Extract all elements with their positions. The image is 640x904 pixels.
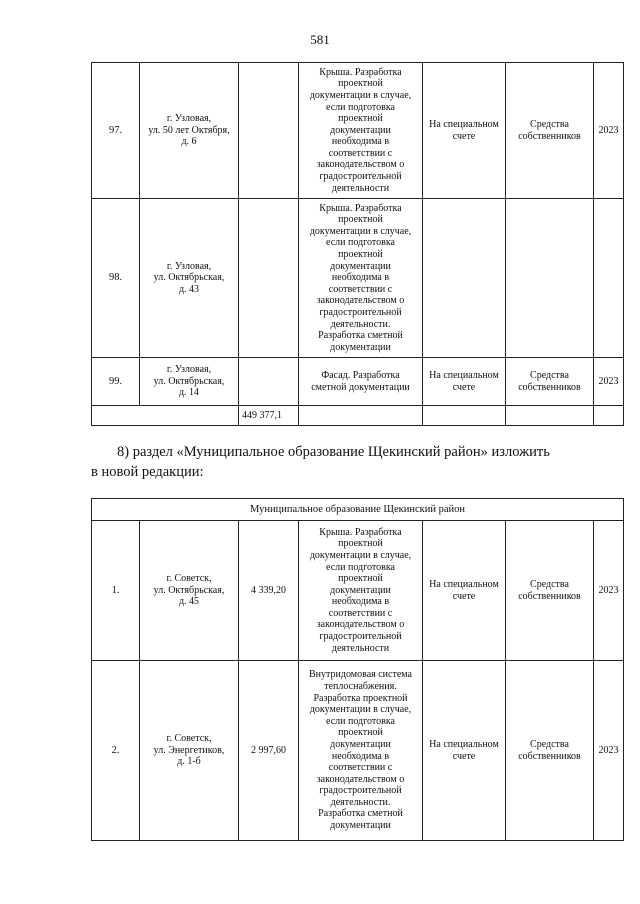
instruction-line: в новой редакции: xyxy=(91,464,204,480)
work-line: проектной xyxy=(338,249,383,261)
work-line: если подготовка xyxy=(326,715,395,727)
account-cell xyxy=(423,521,506,661)
work-line: деятельности. xyxy=(330,796,391,808)
work-line: проектной xyxy=(338,727,383,739)
address-line: г. Узловая, xyxy=(166,364,212,376)
work-line: Внутридомовая система xyxy=(309,669,412,681)
address-line: ул. Октябрьская, xyxy=(153,272,225,284)
table-row xyxy=(92,63,624,199)
section-header: Муниципальное образование Щекинский район xyxy=(92,499,624,521)
work-line: Фасад. Разработка xyxy=(321,369,400,381)
empty-cell xyxy=(423,406,506,426)
cost-cell: 4 339,20 xyxy=(239,521,299,661)
cost-cell xyxy=(239,63,299,199)
empty-cell xyxy=(594,406,624,426)
work-description-cell xyxy=(299,63,423,199)
work-description-cell xyxy=(299,199,423,358)
work-line: сметной документации xyxy=(311,381,410,393)
total-label-cell xyxy=(92,406,239,426)
funding-cell xyxy=(506,661,594,841)
section-instruction xyxy=(91,442,626,482)
account-line: На специальном xyxy=(429,738,499,750)
row-number: 2. xyxy=(92,661,140,841)
work-line: законодательством о xyxy=(316,619,405,631)
work-line: необходима в xyxy=(331,272,390,284)
address-line: г. Советск, xyxy=(166,573,212,585)
account-line: счете xyxy=(452,381,476,393)
work-line: Крыша. Разработка xyxy=(319,66,402,78)
cost-cell xyxy=(239,358,299,406)
total-row xyxy=(92,406,624,426)
funding-cell xyxy=(506,358,594,406)
address-line: ул. 50 лет Октября, xyxy=(148,124,230,136)
table-row xyxy=(92,199,624,358)
funding-cell xyxy=(506,521,594,661)
work-line: документации xyxy=(330,341,391,353)
account-line: счете xyxy=(452,590,476,602)
work-line: соответствии с xyxy=(328,762,393,774)
account-line: На специальном xyxy=(429,578,499,590)
work-line: проектной xyxy=(338,214,383,226)
year-cell: 2023 xyxy=(594,521,624,661)
work-line: законодательством о xyxy=(316,159,405,171)
section-header-row xyxy=(92,499,624,521)
row-number: 99. xyxy=(92,358,140,406)
work-line: документации в случае, xyxy=(309,704,412,716)
work-line: документации в случае, xyxy=(309,225,412,237)
address-line: ул. Октябрьская, xyxy=(153,375,225,387)
work-line: законодательством о xyxy=(316,773,405,785)
account-cell xyxy=(423,199,506,358)
work-line: Разработка проектной xyxy=(313,692,408,704)
work-line: градостроительной xyxy=(319,631,402,643)
address-line: д. 45 xyxy=(178,596,200,608)
address-cell xyxy=(140,199,239,358)
work-line: соответствии с xyxy=(328,283,393,295)
row-number: 97. xyxy=(92,63,140,199)
account-line: счете xyxy=(452,750,476,762)
funding-line: собственников xyxy=(518,590,581,602)
work-line: градостроительной xyxy=(319,306,402,318)
address-cell xyxy=(140,358,239,406)
work-line: проектной xyxy=(338,573,383,585)
work-line: документации xyxy=(330,820,391,832)
work-line: градостроительной xyxy=(319,785,402,797)
work-line: деятельности. xyxy=(330,318,391,330)
work-line: законодательством о xyxy=(316,295,405,307)
account-line: На специальном xyxy=(429,118,499,130)
work-line: документации в случае, xyxy=(309,89,412,101)
work-line: если подготовка xyxy=(326,101,395,113)
funding-line: Средства xyxy=(530,738,569,750)
work-line: Крыша. Разработка xyxy=(319,526,402,538)
work-line: проектной xyxy=(338,113,383,125)
cost-cell: 2 997,60 xyxy=(239,661,299,841)
account-cell xyxy=(423,661,506,841)
address-line: г. Узловая, xyxy=(166,113,212,125)
page-number: 581 xyxy=(310,32,330,47)
account-line: На специальном xyxy=(429,369,499,381)
work-line: проектной xyxy=(338,78,383,90)
work-line: необходима в xyxy=(331,750,390,762)
work-line: градостроительной xyxy=(319,171,402,183)
work-line: документации xyxy=(330,738,391,750)
funding-line: собственников xyxy=(518,130,581,142)
work-line: деятельности xyxy=(331,642,390,654)
year-cell xyxy=(594,199,624,358)
funding-line: собственников xyxy=(518,381,581,393)
address-cell xyxy=(140,63,239,199)
address-line: д. 1-б xyxy=(177,756,201,768)
account-line: счете xyxy=(452,130,476,142)
work-line: Крыша. Разработка xyxy=(319,202,402,214)
work-line: если подготовка xyxy=(326,237,395,249)
table-row xyxy=(92,358,624,406)
funding-line: Средства xyxy=(530,369,569,381)
work-line: деятельности xyxy=(331,182,390,194)
row-number: 1. xyxy=(92,521,140,661)
address-line: ул. Энергетиков, xyxy=(153,744,225,756)
work-line: необходима в xyxy=(331,596,390,608)
work-line: документации xyxy=(330,124,391,136)
address-line: г. Узловая, xyxy=(166,260,212,272)
year-cell: 2023 xyxy=(594,358,624,406)
work-line: документации xyxy=(330,260,391,272)
work-line: необходима в xyxy=(331,136,390,148)
address-line: ул. Октябрьская, xyxy=(153,584,225,596)
work-line: документации xyxy=(330,584,391,596)
funding-line: собственников xyxy=(518,750,581,762)
works-table-continuation xyxy=(91,62,624,426)
work-description-cell xyxy=(299,521,423,661)
account-cell xyxy=(423,358,506,406)
cost-cell xyxy=(239,199,299,358)
row-number: 98. xyxy=(92,199,140,358)
address-cell xyxy=(140,521,239,661)
work-line: Разработка сметной xyxy=(318,330,403,342)
funding-line: Средства xyxy=(530,578,569,590)
work-line: теплоснабжения. xyxy=(324,680,397,692)
empty-cell xyxy=(299,406,423,426)
address-line: д. 43 xyxy=(178,283,200,295)
works-table-shchekino xyxy=(91,498,624,841)
work-line: соответствии с xyxy=(328,147,393,159)
work-description-cell xyxy=(299,661,423,841)
account-cell xyxy=(423,63,506,199)
work-line: Разработка сметной xyxy=(318,808,403,820)
funding-cell xyxy=(506,199,594,358)
year-cell: 2023 xyxy=(594,63,624,199)
table-row xyxy=(92,661,624,841)
address-cell xyxy=(140,661,239,841)
work-line: проектной xyxy=(338,538,383,550)
address-line: д. 6 xyxy=(181,136,197,148)
funding-cell xyxy=(506,63,594,199)
work-line: соответствии с xyxy=(328,607,393,619)
work-description-cell xyxy=(299,358,423,406)
table-row xyxy=(92,521,624,661)
funding-line: Средства xyxy=(530,118,569,130)
work-line: документации в случае, xyxy=(309,549,412,561)
work-line: если подготовка xyxy=(326,561,395,573)
address-line: д. 14 xyxy=(178,387,200,399)
address-line: г. Советск, xyxy=(166,733,212,745)
total-sum: 449 377,1 xyxy=(239,406,299,426)
year-cell: 2023 xyxy=(594,661,624,841)
instruction-line: 8) раздел «Муниципальное образование Щекинский район» изложить xyxy=(117,444,550,460)
empty-cell xyxy=(506,406,594,426)
